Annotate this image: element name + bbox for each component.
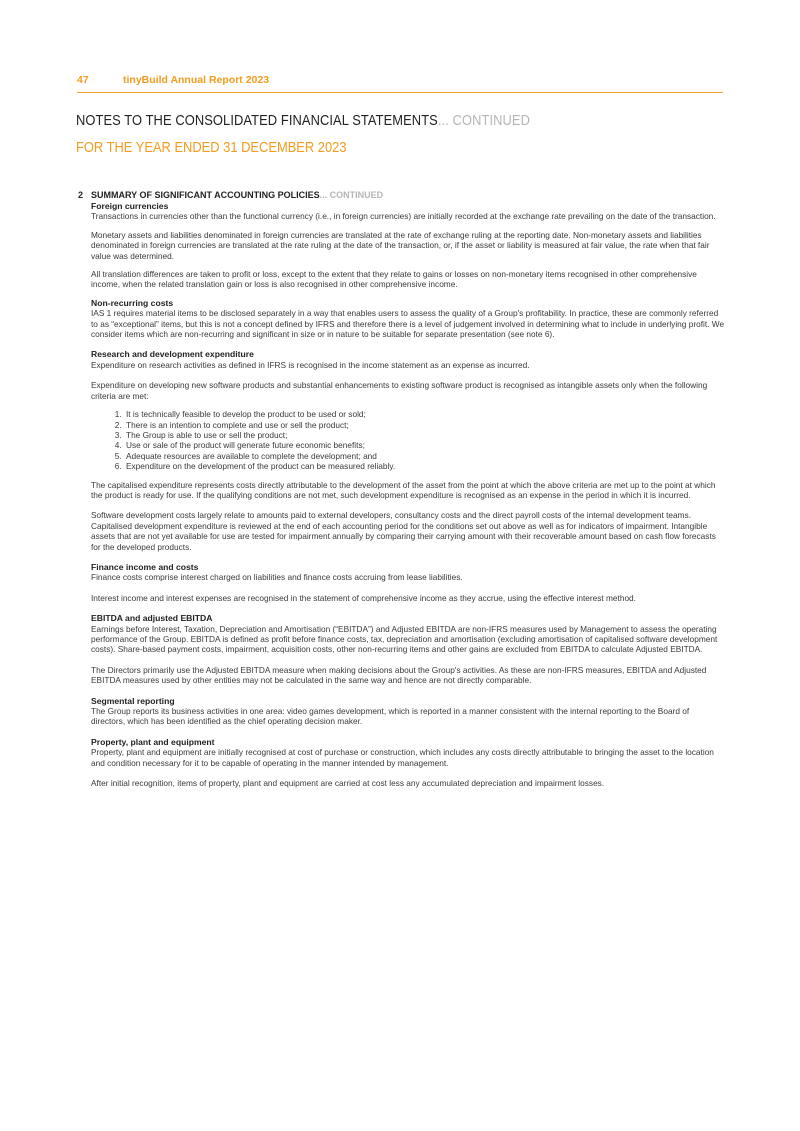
heading-segmental-reporting: Segmental reporting [91,695,175,706]
paragraph: After initial recognition, items of property, plant and equipment are carried at cost less any accumulated depreciation and impairment losses. [91,778,605,789]
heading-research-development: Research and development expenditure [91,349,254,360]
page-title-main: NOTES TO THE CONSOLIDATED FINANCIAL STATEMENTS [76,112,438,129]
paragraph: The Group reports its business activities in one area: video games development, which is reported in a manner consistent with the internal reporting to the Board of directors, which has been identified as the chief operating decision maker. [91,706,690,727]
paragraph: IAS 1 requires material items to be disclosed separately in a way that enables users to assess the quality of a Group's profitability. In practice, these are commonly referred to as “exceptional” items, but this is not a concept defined by IFRS and therefore there is a level of judgement involved in determining what to include in underlying profit. We consider items which are non-recurring and significant in size or in nature to be suitable for separate presentation (see note 6). [91,308,725,340]
heading-ebitda: EBITDA and adjusted EBITDA [91,613,213,624]
section-title-text: SUMMARY OF SIGNIFICANT ACCOUNTING POLICIES [91,190,320,200]
report-title: tinyBuild Annual Report 2023 [123,74,270,86]
heading-non-recurring-costs: Non-recurring costs [91,297,174,308]
paragraph: Interest income and interest expenses are recognised in the statement of comprehensive income as they accrue, using the effective interest method. [91,592,636,603]
section-number: 2 [78,190,84,200]
paragraph: Earnings before Interest, Taxation, Depreciation and Amortisation (“EBITDA”) and Adjusted EBITDA are non-IFRS measures used by Management to assess the operating performance of the Group. EBITDA is defined as profit before finance costs, tax, depreciation and amortisation (excluding amortisation of capitalised software development costs). Share-based payment costs, impairment, acquisition costs, other non-recurring items and other gains are excluded from EBITDA to calculate Adjusted EBITDA. [91,623,718,655]
paragraph: Monetary assets and liabilities denominated in foreign currencies are translated at the rate of exchange ruling at the reporting date. Non-monetary assets and liabilities denominated in foreign currencies are translated at the rate ruling at the date of the transaction, or, if the asset or liability is measured at fair value, the rate when that fair value was determined. [91,229,710,261]
criteria-list [91,409,725,471]
heading-finance-income-costs: Finance income and costs [91,561,199,572]
page-number: 47 [77,74,89,86]
list-item: 5. Adequate resources are available to complete the development; and [124,451,725,461]
paragraph: Expenditure on developing new software products and substantial enhancements to existing software product is recognised as intangible assets only when the following criteria are met: [91,380,708,401]
notes-content [78,190,725,796]
list-item: 4. Use or sale of the product will generate future economic benefits; [124,440,725,450]
page-title [76,112,530,129]
paragraph: All translation differences are taken to profit or loss, except to the extent that they relate to gains or losses on non-monetary items recognised in other comprehensive income, when the related translation gain or loss is also recognised in other comprehensive income. [91,269,697,290]
list-item: 1. It is technically feasible to develop the product to be used or sold; [124,409,725,419]
page-subtitle: FOR THE YEAR ENDED 31 DECEMBER 2023 [76,139,347,156]
paragraph: Property, plant and equipment are initially recognised at cost of purchase or construction, which includes any costs directly attributable to bringing the asset to the location and condition necessary for it to be capable of operating in the manner intended by management. [91,747,714,768]
paragraph: Software development costs largely relate to amounts paid to external developers, consultancy costs and the direct payroll costs of the internal development teams. Capitalised development expenditure is reviewed at the end of each accounting period for the conditions set out above as well as for indicators of impairment. Intangible assets that are not yet available for use are tested for impairment annually by comparing their carrying amount with their recoverable amount based on cash flow forecasts for the developed products. [91,510,716,552]
list-item: 6. Expenditure on the development of the product can be measured reliably. [124,461,725,471]
section-title [91,190,725,201]
page-header [77,74,723,93]
heading-property-plant-equipment: Property, plant and equipment [91,736,215,747]
paragraph: The Directors primarily use the Adjusted EBITDA measure when making decisions about the Group's activities. As these are non-IFRS measures, EBITDA and Adjusted EBITDA measures used by other entities may not be calculated in the same way and hence are not directly comparable. [91,664,707,686]
paragraph: Finance costs comprise interest charged on liabilities and finance costs accruing from lease liabilities. [91,572,463,583]
paragraph: Transactions in currencies other than the functional currency (i.e., in foreign currencies) are initially recorded at the exchange rate prevailing on the date of the transaction. [91,211,716,222]
list-item: 2. There is an intention to complete and use or sell the product; [124,420,725,430]
paragraph: The capitalised expenditure represents costs directly attributable to the development of the asset from the point at which the above criteria are met up to the point at which the product is ready for use. If the qualifying conditions are not met, such development expenditure is recognised as an expense in the period in which it is incurred. [91,479,716,500]
heading-foreign-currencies: Foreign currencies [91,201,169,211]
page-title-continued: ... CONTINUED [437,112,531,129]
section-title-continued: ... CONTINUED [319,190,384,200]
paragraph: Expenditure on research activities as defined in IFRS is recognised in the income statement as an expense as incurred. [91,359,530,370]
list-item: 3. The Group is able to use or sell the product; [124,430,725,440]
